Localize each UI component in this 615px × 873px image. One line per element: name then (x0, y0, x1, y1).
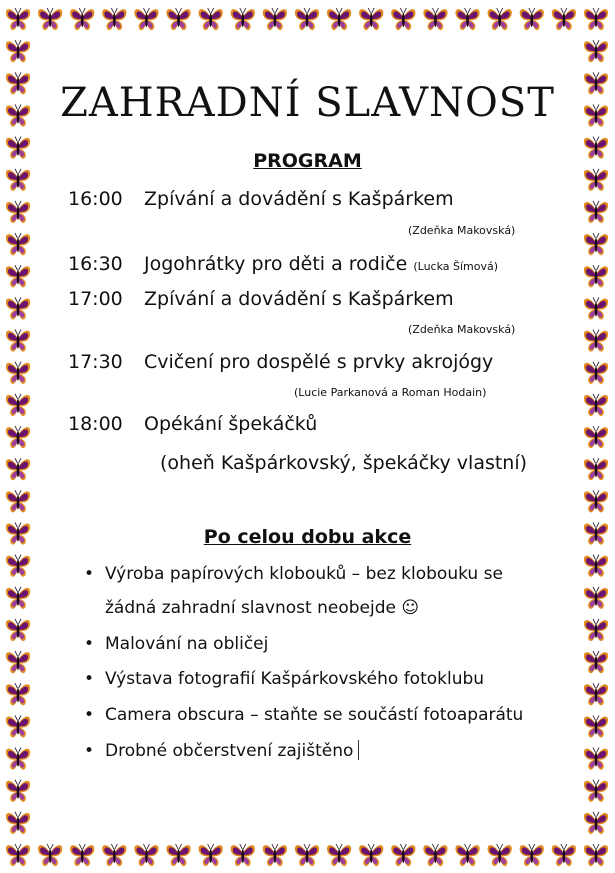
program-activity: Cvičení pro dospělé s prvky akrojógy (144, 351, 494, 373)
list-item-text: Malování na obličej (105, 634, 269, 654)
bullet-glyph: • (84, 669, 95, 689)
program-time: 16:30 (68, 253, 123, 275)
list-item (84, 564, 503, 584)
text-cursor (358, 740, 359, 760)
list-item (84, 705, 523, 725)
section-heading: Po celou dobu akce (203, 526, 412, 548)
program-time: 17:30 (68, 351, 123, 373)
program-note: (oheň Kašpárkovský, špekáčky vlastní) (160, 452, 528, 474)
program-note: (Zdeňka Makovská) (408, 323, 516, 336)
program-activity: Zpívání a dovádění s Kašpárkem (144, 288, 454, 310)
list-item-text: žádná zahradní slavnost neobejde ☺ (105, 598, 420, 618)
list-item (84, 669, 484, 689)
program-item (68, 288, 454, 310)
program-time: 18:00 (68, 413, 123, 435)
program-item (68, 351, 493, 373)
program-item (68, 188, 454, 210)
bullet-glyph: • (84, 741, 95, 761)
program-activity: Jogohrátky pro děti a rodiče (144, 253, 408, 275)
program-activity: Zpívání a dovádění s Kašpárkem (144, 188, 454, 210)
program-item (68, 413, 317, 435)
program-activity: Opékání špekáčků (144, 413, 318, 435)
page-title: ZAHRADNÍ SLAVNOST (60, 80, 555, 126)
bullet-glyph: • (84, 564, 95, 584)
list-item-text: Camera obscura – staňte se součástí fotoaparátu (105, 705, 524, 725)
program-time: 16:00 (68, 188, 123, 210)
program-heading: PROGRAM (253, 150, 362, 172)
list-item-text: Výstava fotografií Kašpárkovského fotoklubu (105, 669, 485, 689)
list-item (84, 740, 359, 761)
bullet-glyph: • (84, 705, 95, 725)
program-item (68, 253, 498, 275)
program-note: (Lucie Parkanová a Roman Hodain) (294, 386, 487, 399)
bullet-glyph: • (84, 634, 95, 654)
program-note: (Lucka Šímová) (413, 260, 499, 273)
list-item-text: Výroba papírových klobouků – bez klobouku se (105, 564, 503, 584)
list-item (84, 634, 268, 654)
list-item-text: Drobné občerstvení zajištěno (105, 741, 354, 761)
program-time: 17:00 (68, 288, 123, 310)
program-note: (Zdeňka Makovská) (408, 224, 516, 237)
